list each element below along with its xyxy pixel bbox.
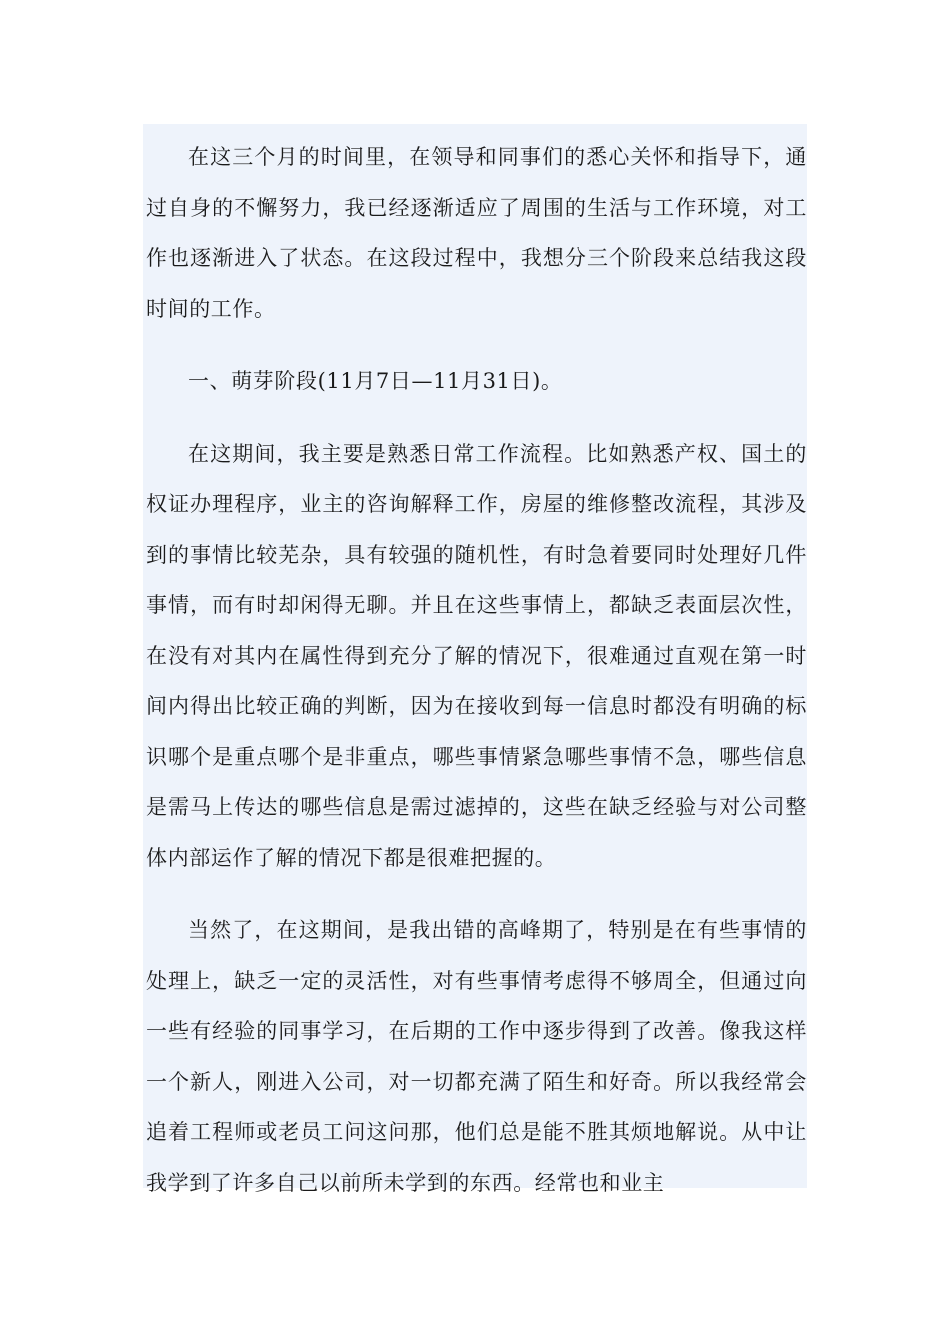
- body-paragraph-mistakes-learning: 当然了，在这期间，是我出错的高峰期了，特别是在有些事情的处理上，缺乏一定的灵活性，对有些事情考虑得不够周全，但通过向一些有经验的同事学习，在后期的工作中逐步得到了改善。像我这样一个新人，刚进入公司，对一切都充满了陌生和好奇。所以我经常会追着工程师或老员工问这问那，他们总是能不胜其烦地解说。从中让我学到了许多自己以前所未学到的东西。经常也和业主: [146, 918, 807, 1195]
- body-paragraph-daily-workflow: 在这期间，我主要是熟悉日常工作流程。比如熟悉产权、国土的权证办理程序，业主的咨询解释工作，房屋的维修整改流程，其涉及到的事情比较芜杂，具有较强的随机性，有时急着要同时处理好几件事情，而有时却闲得无聊。并且在这些事情上，都缺乏表面层次性，在没有对其内在属性得到充分了解的情况下，很难通过直观在第一时间内得出比较正确的判断，因为在接收到每一信息时都没有明确的标识哪个是重点哪个是非重点，哪些事情紧急哪些事情不急，哪些信息是需马上传达的哪些信息是需过滤掉的，这些在缺乏经验与对公司整体内部运作了解的情况下都是很难把握的。: [146, 441, 807, 870]
- document-text-block: [143, 124, 807, 1195]
- section-heading-sprouting-stage: 一、萌芽阶段(11月7日—11月31日)。: [188, 369, 563, 393]
- intro-paragraph: 在这三个月的时间里，在领导和同事们的悉心关怀和指导下，通过自身的不懈努力，我已经逐渐适应了周围的生活与工作环境，对工作也逐渐进入了状态。在这段过程中，我想分三个阶段来总结我这段时间的工作。: [146, 145, 807, 321]
